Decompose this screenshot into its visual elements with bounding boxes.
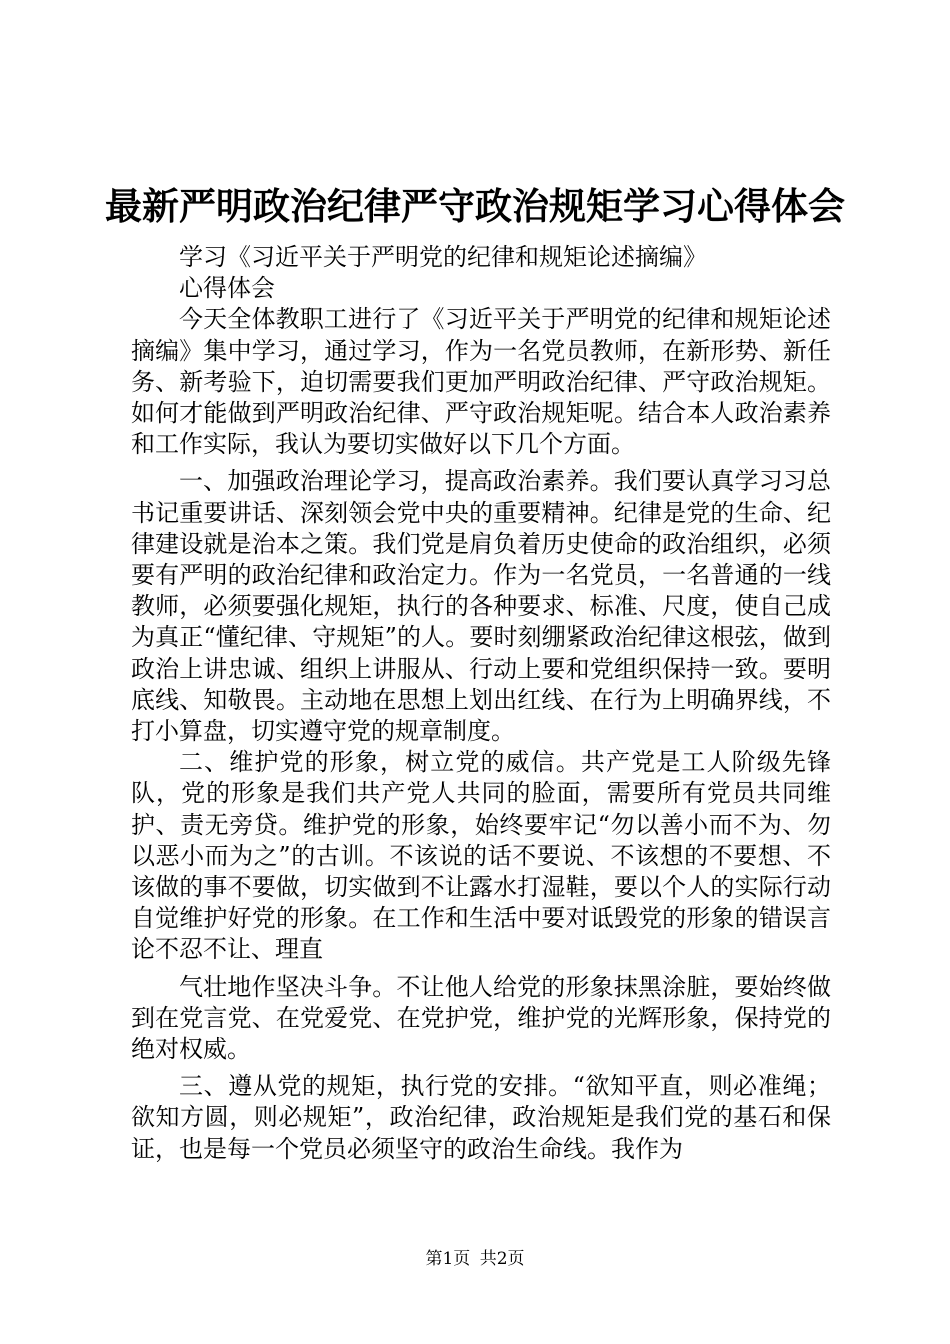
paragraph: 心得体会 xyxy=(179,274,275,303)
document-body xyxy=(131,242,831,1165)
paragraph: 一、加强政治理论学习，提高政治素养。我们要认真学习习总书记重要讲话、深刻领会党中央的重要精神。纪律是党的生命、纪律建设就是治本之策。我们党是肩负着历史使命的政治组织，必须要有严明的政治纪律和政治定力。作为一名党员，一名普通的一线教师，必须要强化规矩，执行的各种要求、标准、尺度，使自己成为真正“懂纪律、守规矩”的人。要时刻绷紧政治纪律这根弦，做到政治上讲忠诚、组织上讲服从、行动上要和党组织保持一致。要明底线、知敬畏。主动地在思想上划出红线、在行为上明确界线，不打小算盘，切实遵守党的规章制度。 xyxy=(131,467,831,746)
page-number: 第1页 xyxy=(425,1249,471,1269)
paragraph: 今天全体教职工进行了《习近平关于严明党的纪律和规矩论述摘编》集中学习，通过学习，作为一名党员教师，在新形势、新任务、新考验下，迫切需要我们更加严明政治纪律、严守政治规矩。如何才能做到严明政治纪律、严守政治规矩呢。结合本人政治素养和工作实际，我认为要切实做好以下几个方面。 xyxy=(131,305,831,459)
page-total: 共2页 xyxy=(479,1249,525,1269)
paragraph: 学习《习近平关于严明党的纪律和规矩论述摘编》 xyxy=(179,243,707,271)
document-title: 最新严明政治纪律严守政治规矩学习心得体会 xyxy=(105,185,845,228)
page-footer xyxy=(0,1244,950,1269)
paragraph: 气壮地作坚决斗争。不让他人给党的形象抹黑涂脏，要始终做到在党言党、在党爱党、在党护党，维护党的光辉形象，保持党的绝对权威。 xyxy=(131,972,831,1064)
paragraph: 三、遵从党的规矩，执行党的安排。“欲知平直，则必准绳；欲知方圆，则必规矩”，政治纪律，政治规矩是我们党的基石和保证，也是每一个党员必须坚守的政治生命线。我作为 xyxy=(131,1072,831,1163)
paragraph: 二、维护党的形象，树立党的威信。共产党是工人阶级先锋队，党的形象是我们共产党人共同的脸面，需要所有党员共同维护、责无旁贷。维护党的形象，始终要牢记“勿以善小而不为、勿以恶小而为之”的古训。不该说的话不要说、不该想的不要想、不该做的事不要做，切实做到不让露水打湿鞋，要以个人的实际行动自觉维护好党的形象。在工作和生活中要对诋毁党的形象的错误言论不忍不让、理直 xyxy=(131,748,831,964)
